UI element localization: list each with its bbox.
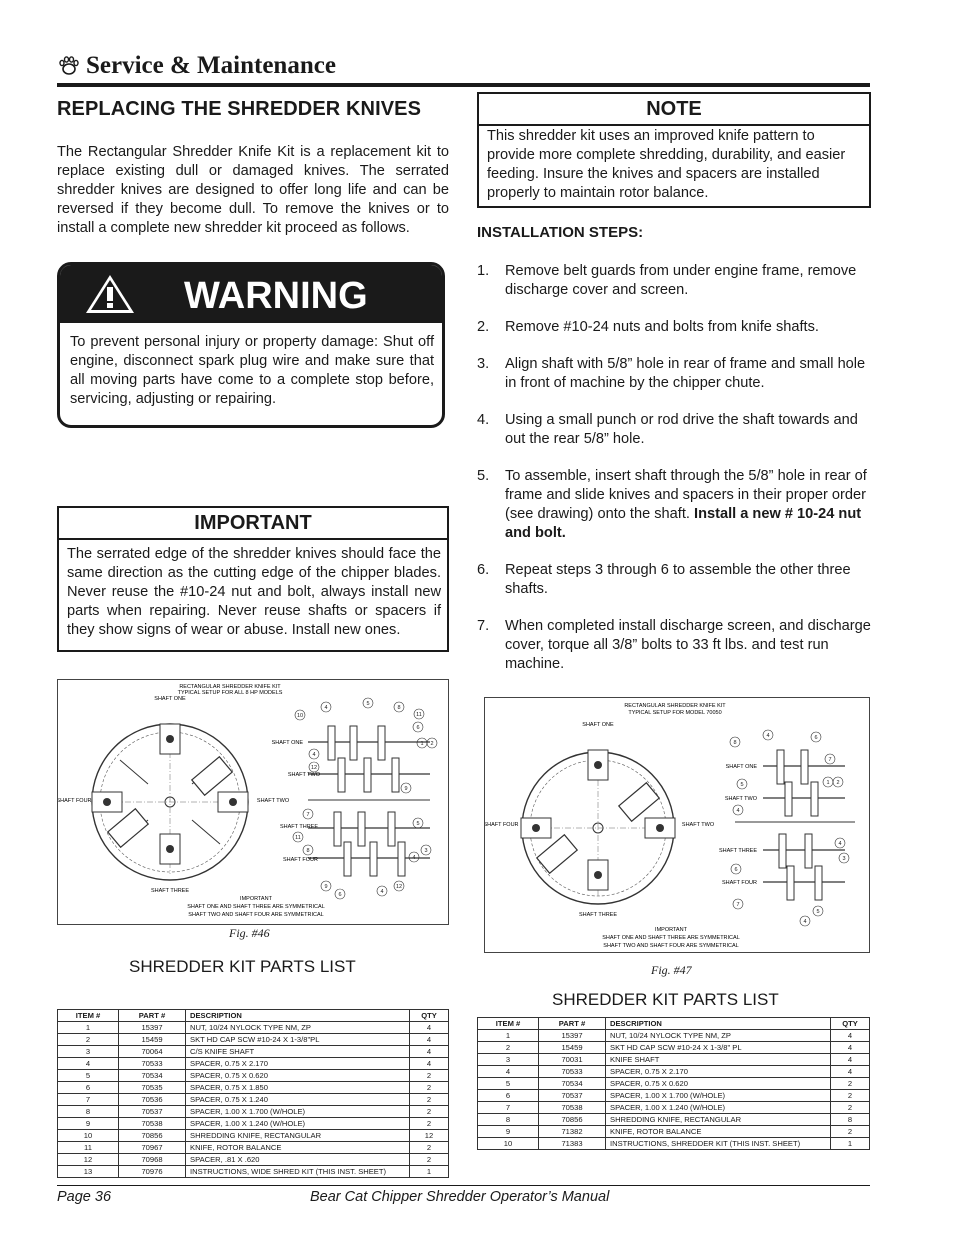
step-text: [505, 262, 871, 300]
table-row: [478, 1066, 870, 1078]
step-number: 7.: [477, 618, 490, 634]
table-header-cell: DESCRIPTION: [606, 1018, 831, 1030]
table-row: [478, 1042, 870, 1054]
fig46-note-2: SHAFT TWO AND SHAFT FOUR ARE SYMMETRICAL: [188, 912, 324, 918]
installation-step: [477, 355, 871, 393]
table-cell: 2: [410, 1142, 449, 1154]
figure-46: [57, 679, 449, 925]
table-cell: 5: [58, 1070, 119, 1082]
table-row: [58, 1166, 449, 1178]
table-cell: 4: [410, 1034, 449, 1046]
table-cell: 8: [478, 1114, 539, 1126]
installation-steps: [477, 262, 871, 692]
table-cell: 12: [58, 1154, 119, 1166]
table-cell: 70535: [119, 1082, 186, 1094]
table-cell: SKT HD CAP SCW #10-24 X 1-3/8" PL: [606, 1042, 831, 1054]
installation-step: [477, 561, 871, 599]
table-cell: 5: [478, 1078, 539, 1090]
table-cell: 9: [478, 1126, 539, 1138]
fig46-side-shaft-one: SHAFT ONE: [271, 740, 303, 746]
fig47-side-shaft-two: SHAFT TWO: [724, 796, 757, 802]
table-cell: KNIFE, ROTOR BALANCE: [186, 1142, 410, 1154]
fig47-title-2: TYPICAL SETUP FOR MODEL 70050: [628, 710, 722, 716]
table-cell: 2: [58, 1034, 119, 1046]
table-cell: 6: [478, 1090, 539, 1102]
svg-text:5: 5: [816, 909, 820, 915]
table-cell: 1: [58, 1022, 119, 1034]
warning-text: To prevent personal injury or property damage: Shut off engine, disconnect spark plug wire and make sure that all moving parts have come to a complete stop before, servicing, adjusting or repairing.: [70, 334, 434, 407]
table-cell: 3: [478, 1054, 539, 1066]
table-cell: SPACER, 0.75 X 1.240: [186, 1094, 410, 1106]
bear-paw-icon: [58, 56, 80, 76]
svg-text:7: 7: [736, 902, 740, 908]
fig47-label-shaft-two: SHAFT TWO: [681, 822, 715, 828]
svg-text:4: 4: [324, 705, 328, 711]
table-cell: 13: [58, 1166, 119, 1178]
step-text: [505, 355, 871, 393]
table-cell: 70534: [119, 1070, 186, 1082]
parts-list-2-title: SHREDDER KIT PARTS LIST: [552, 990, 779, 1009]
table-cell: KNIFE SHAFT: [606, 1054, 831, 1066]
table-cell: 2: [831, 1078, 870, 1090]
table-cell: SPACER, 1.00 X 1.240 (W/HOLE): [606, 1102, 831, 1114]
table-cell: 4: [831, 1066, 870, 1078]
step-text: [505, 318, 871, 337]
table-cell: 70968: [119, 1154, 186, 1166]
header-rule: [57, 83, 870, 87]
table-row: [478, 1090, 870, 1102]
fig47-title-1: RECTANGULAR SHREDDER KNIFE KIT: [624, 703, 726, 709]
svg-text:8: 8: [397, 705, 401, 711]
table-cell: 70976: [119, 1166, 186, 1178]
fig47-side-shaft-four: SHAFT FOUR: [721, 880, 757, 886]
table-row: [478, 1126, 870, 1138]
fig47-label-shaft-four: SHAFT FOUR: [485, 822, 519, 828]
fig46-label-shaft-three: SHAFT THREE: [151, 888, 189, 894]
table-cell: C/S KNIFE SHAFT: [186, 1046, 410, 1058]
table-row: [58, 1094, 449, 1106]
step-text: [505, 561, 871, 599]
footer-page-number: Page 36: [57, 1189, 112, 1205]
svg-text:6: 6: [338, 892, 342, 898]
svg-text:5: 5: [740, 782, 744, 788]
step-number: 3.: [477, 356, 490, 372]
svg-text:8: 8: [733, 740, 737, 746]
table-cell: 2: [410, 1154, 449, 1166]
table-cell: 70967: [119, 1142, 186, 1154]
table-header-cell: PART #: [539, 1018, 606, 1030]
fig47-label-shaft-three: SHAFT THREE: [579, 912, 617, 918]
table-cell: 10: [478, 1138, 539, 1150]
svg-text:6: 6: [814, 735, 818, 741]
footer-manual-title: Bear Cat Chipper Shredder Operator’s Manual: [310, 1189, 610, 1205]
installation-step: [477, 617, 871, 674]
step-text: [505, 617, 871, 674]
table-row: [58, 1118, 449, 1130]
table-row: [58, 1106, 449, 1118]
svg-text:6: 6: [416, 725, 420, 731]
svg-text:4: 4: [736, 808, 740, 814]
table-cell: 2: [410, 1118, 449, 1130]
table-cell: 70031: [539, 1054, 606, 1066]
table-cell: INSTRUCTIONS, WIDE SHRED KIT (THIS INST. SHEET): [186, 1166, 410, 1178]
fig46-side-shaft-three: SHAFT THREE: [280, 824, 318, 830]
svg-text:7: 7: [306, 812, 310, 818]
table-cell: 10: [58, 1130, 119, 1142]
fig46-title-1: RECTANGULAR SHREDDER KNIFE KIT: [179, 684, 281, 690]
installation-title: INSTALLATION STEPS:: [477, 224, 644, 241]
table-cell: SPACER, 1.00 X 1.700 (W/HOLE): [606, 1090, 831, 1102]
table-cell: 7: [58, 1094, 119, 1106]
step-text-body: Align shaft with 5/8” hole in rear of frame and small hole in front of machine by the chipper chute.: [505, 356, 866, 391]
svg-text:2: 2: [430, 741, 434, 747]
table-cell: 70537: [539, 1090, 606, 1102]
parts-table-1: [57, 1009, 449, 1178]
table-cell: SPACER, 0.75 X 1.850: [186, 1082, 410, 1094]
table-cell: 2: [410, 1082, 449, 1094]
svg-text:4: 4: [412, 855, 416, 861]
table-cell: 2: [410, 1106, 449, 1118]
table-cell: 1: [410, 1166, 449, 1178]
svg-text:4: 4: [803, 919, 807, 925]
table-header-cell: DESCRIPTION: [186, 1010, 410, 1022]
svg-text:11: 11: [295, 835, 301, 841]
table-cell: SKT HD CAP SCW #10-24 X 1-3/8"PL: [186, 1034, 410, 1046]
table-cell: KNIFE, ROTOR BALANCE: [606, 1126, 831, 1138]
note-text: This shredder kit uses an improved knife pattern to provide more complete shredding, durability, and easier feeding. Insure the knives and spacers are installed properly to maintain rotor balance.: [487, 128, 846, 201]
fig46-title-2: TYPICAL SETUP FOR ALL 8 HP MODELS: [177, 690, 283, 696]
table-cell: 2: [410, 1094, 449, 1106]
table-row: [58, 1070, 449, 1082]
table-cell: 8: [58, 1106, 119, 1118]
installation-step: [477, 411, 871, 449]
fig47-caption: Fig. #47: [651, 963, 692, 977]
fig46-note-1: SHAFT ONE AND SHAFT THREE ARE SYMMETRICAL: [187, 904, 325, 910]
step-text-body: Repeat steps 3 through 6 to assemble the other three shafts.: [505, 562, 851, 597]
table-cell: 70533: [119, 1058, 186, 1070]
table-row: [478, 1054, 870, 1066]
table-cell: SPACER, 0.75 X 2.170: [606, 1066, 831, 1078]
svg-text:4: 4: [312, 752, 316, 758]
table-cell: 2: [478, 1042, 539, 1054]
table-cell: 1: [478, 1030, 539, 1042]
svg-text:3: 3: [842, 856, 846, 862]
step-number: 4.: [477, 412, 490, 428]
step-text-body: Remove belt guards from under engine frame, remove discharge cover and screen.: [505, 263, 857, 298]
fig46-side-shaft-four: SHAFT FOUR: [282, 857, 318, 863]
svg-text:12: 12: [395, 884, 403, 890]
note-box: [477, 92, 871, 208]
table-row: [478, 1030, 870, 1042]
table-cell: 70533: [539, 1066, 606, 1078]
figure-47: [484, 697, 870, 953]
table-cell: 2: [831, 1126, 870, 1138]
table-cell: 6: [58, 1082, 119, 1094]
svg-text:4: 4: [838, 841, 842, 847]
svg-text:5: 5: [366, 701, 370, 707]
table-row: [58, 1046, 449, 1058]
table-cell: 7: [478, 1102, 539, 1114]
fig47-note-2: SHAFT TWO AND SHAFT FOUR ARE SYMMETRICAL: [603, 943, 739, 949]
step-text: [505, 411, 871, 449]
svg-text:2: 2: [836, 780, 840, 786]
table-cell: 2: [831, 1102, 870, 1114]
table-header-cell: QTY: [410, 1010, 449, 1022]
header-title: Service & Maintenance: [86, 52, 336, 79]
step-text-body: To assemble, insert shaft through the 5/8” hole in rear of frame and slide knives and spacers in their proper order (see drawing) onto the shaft.: [505, 468, 867, 522]
fig46-caption: Fig. #46: [229, 926, 270, 940]
table-cell: 70538: [119, 1118, 186, 1130]
svg-text:10: 10: [296, 713, 304, 719]
table-cell: SPACER, 1.00 X 1.700 (W/HOLE): [186, 1106, 410, 1118]
table-cell: 4: [831, 1054, 870, 1066]
fig47-note-1: SHAFT ONE AND SHAFT THREE ARE SYMMETRICAL: [602, 935, 740, 941]
installation-step: [477, 467, 871, 543]
table-cell: 70537: [119, 1106, 186, 1118]
table-cell: 2: [831, 1090, 870, 1102]
fig47-label-shaft-one: SHAFT ONE: [582, 722, 614, 728]
table-cell: SPACER, 1.00 X 1.240 (W/HOLE): [186, 1118, 410, 1130]
warning-box: [57, 262, 445, 428]
table-row: [58, 1058, 449, 1070]
table-row: [478, 1078, 870, 1090]
step-text-body: Remove #10-24 nuts and bolts from knife shafts.: [505, 319, 819, 335]
table-cell: 15397: [539, 1030, 606, 1042]
svg-text:4: 4: [766, 733, 770, 739]
table-row: [478, 1138, 870, 1150]
table-cell: 70538: [539, 1102, 606, 1114]
intro-paragraph: The Rectangular Shredder Knife Kit is a replacement kit to replace existing dull or damaged knives. The serrated shredder knives are designed to offer long life and can be reversed if they become dull. To remove the knives or to install a complete new shredder kit proceed as follows.: [57, 144, 449, 236]
svg-text:8: 8: [306, 848, 310, 854]
table-cell: 8: [831, 1114, 870, 1126]
note-title: NOTE: [479, 94, 869, 126]
svg-text:3: 3: [424, 848, 428, 854]
fig46-label-shaft-one: SHAFT ONE: [154, 696, 186, 702]
page-header: [58, 52, 336, 80]
svg-text:9: 9: [404, 786, 408, 792]
svg-text:1: 1: [420, 741, 424, 747]
svg-text:4: 4: [380, 889, 384, 895]
fig46-label-shaft-two: SHAFT TWO: [256, 798, 290, 804]
table-cell: NUT, 10/24 NYLOCK TYPE NM, ZP: [186, 1022, 410, 1034]
table-cell: 15397: [119, 1022, 186, 1034]
svg-text:9: 9: [324, 884, 328, 890]
fig47-important: IMPORTANT: [655, 927, 687, 933]
table-cell: 4: [478, 1066, 539, 1078]
step-text-body: When completed install discharge screen, and discharge cover, torque all 3/8” bolts to 33 ft lbs. and test run machine.: [505, 618, 871, 672]
table-cell: 71383: [539, 1138, 606, 1150]
table-cell: 70536: [119, 1094, 186, 1106]
table-cell: SPACER, 0.75 X 0.620: [186, 1070, 410, 1082]
important-box: [57, 506, 449, 652]
table-cell: 3: [58, 1046, 119, 1058]
table-cell: 70856: [119, 1130, 186, 1142]
step-text: [505, 467, 871, 543]
table-cell: 70064: [119, 1046, 186, 1058]
table-cell: 2: [410, 1070, 449, 1082]
step-number: 2.: [477, 319, 490, 335]
svg-text:5: 5: [416, 821, 420, 827]
table-cell: INSTRUCTIONS, SHREDDER KIT (THIS INST. SHEET): [606, 1138, 831, 1150]
step-text-bold: Install a new # 10-24 nut and bolt.: [505, 506, 862, 541]
table-cell: 71382: [539, 1126, 606, 1138]
svg-text:6: 6: [734, 867, 738, 873]
fig46-important: IMPORTANT: [240, 896, 272, 902]
fig47-side-shaft-three: SHAFT THREE: [719, 848, 757, 854]
installation-step: [477, 262, 871, 300]
table-cell: 4: [831, 1042, 870, 1054]
svg-text:11: 11: [416, 712, 422, 718]
svg-text:7: 7: [828, 757, 832, 763]
footer-rule: [57, 1185, 870, 1186]
svg-text:1: 1: [826, 780, 830, 786]
parts-list-2: [477, 1017, 870, 1150]
table-cell: 9: [58, 1118, 119, 1130]
table-cell: 4: [410, 1046, 449, 1058]
table-cell: 4: [410, 1058, 449, 1070]
table-row: [58, 1022, 449, 1034]
table-header-cell: ITEM #: [478, 1018, 539, 1030]
table-row: [478, 1114, 870, 1126]
step-text-body: Using a small punch or rod drive the shaft towards and out the rear 5/8” hole.: [505, 412, 858, 447]
fig46-label-shaft-four: SHAFT FOUR: [58, 798, 92, 804]
table-row: [58, 1130, 449, 1142]
table-cell: 4: [831, 1030, 870, 1042]
table-cell: 4: [410, 1022, 449, 1034]
section-title: REPLACING THE SHREDDER KNIVES: [57, 98, 422, 120]
table-cell: 4: [58, 1058, 119, 1070]
important-text: The serrated edge of the shredder knives should face the same direction as the cutting edge of the chipper blades. Never reuse the #10-24 nut and bolt, always install new parts when repairing. Never reuse shafts or spacers if they show signs of wear or abuse. Install new ones.: [67, 546, 441, 638]
table-row: [58, 1154, 449, 1166]
table-cell: 11: [58, 1142, 119, 1154]
fig47-side-shaft-one: SHAFT ONE: [725, 764, 757, 770]
table-cell: SPACER, 0.75 X 2.170: [186, 1058, 410, 1070]
table-cell: 70534: [539, 1078, 606, 1090]
fig46-side-shaft-two: SHAFT TWO: [287, 772, 320, 778]
step-number: 6.: [477, 562, 490, 578]
warning-triangle-icon: [84, 273, 136, 315]
table-cell: 12: [410, 1130, 449, 1142]
table-cell: 70856: [539, 1114, 606, 1126]
table-cell: 15459: [539, 1042, 606, 1054]
installation-step: [477, 318, 871, 337]
table-cell: SPACER, 0.75 X 0.620: [606, 1078, 831, 1090]
table-header-cell: PART #: [119, 1010, 186, 1022]
table-cell: 1: [831, 1138, 870, 1150]
table-cell: SPACER, .81 X .620: [186, 1154, 410, 1166]
important-title: IMPORTANT: [59, 508, 447, 540]
svg-text:12: 12: [310, 765, 318, 771]
table-cell: NUT, 10/24 NYLOCK TYPE NM, ZP: [606, 1030, 831, 1042]
table-row: [58, 1034, 449, 1046]
table-row: [58, 1142, 449, 1154]
table-cell: SHREDDING KNIFE, RECTANGULAR: [606, 1114, 831, 1126]
parts-table-2: [477, 1017, 870, 1150]
table-row: [478, 1102, 870, 1114]
table-row: [58, 1082, 449, 1094]
table-cell: SHREDDING KNIFE, RECTANGULAR: [186, 1130, 410, 1142]
parts-list-1-title: SHREDDER KIT PARTS LIST: [129, 957, 356, 976]
table-header-cell: ITEM #: [58, 1010, 119, 1022]
step-number: 5.: [477, 468, 490, 484]
parts-list-1: [57, 1009, 449, 1178]
table-cell: 15459: [119, 1034, 186, 1046]
table-header-cell: QTY: [831, 1018, 870, 1030]
warning-title: WARNING: [184, 275, 368, 317]
step-number: 1.: [477, 263, 490, 279]
